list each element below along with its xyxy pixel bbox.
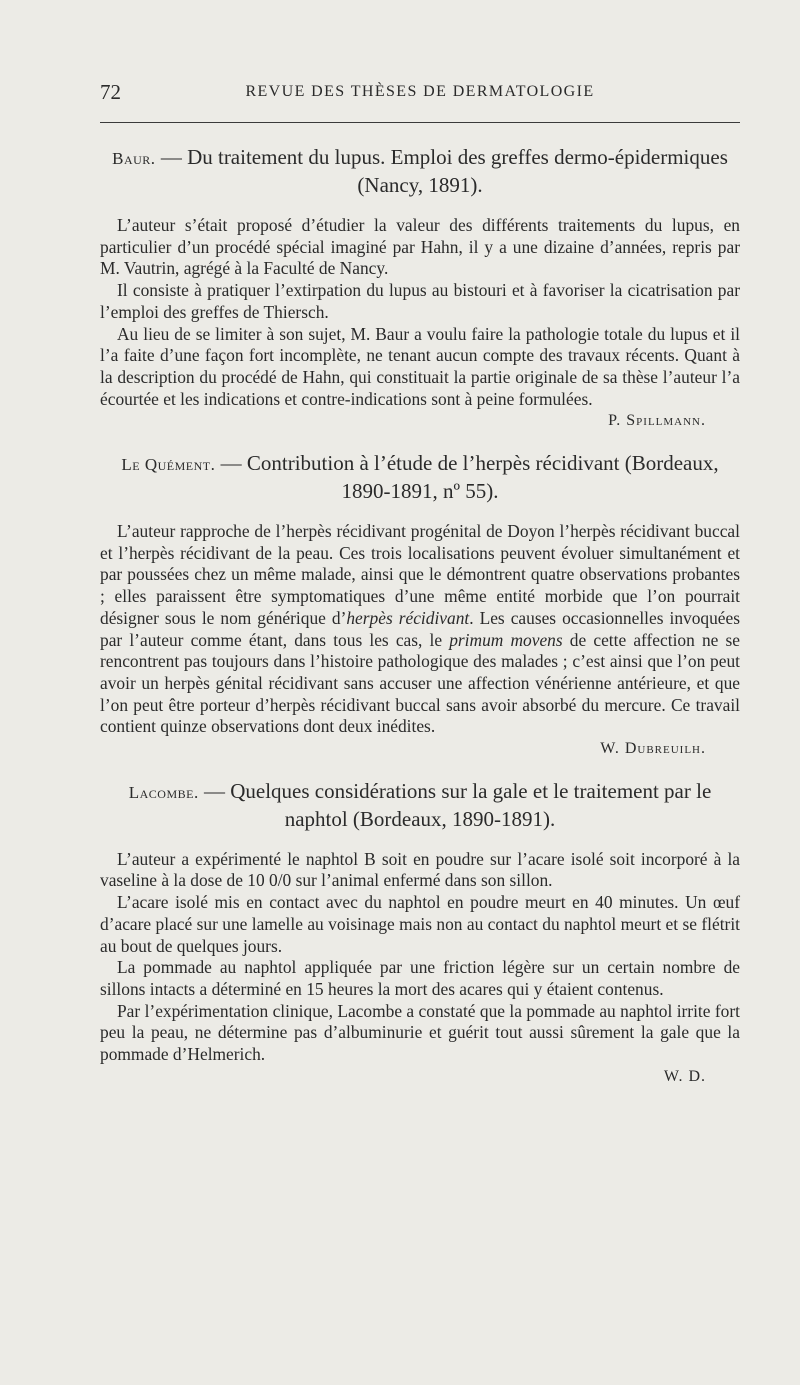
paragraph-text: de cette affection ne se rencontrent pas toujours dans l’histoire pathologique des malades ; c’est ainsi que l’on peut avoir un herpès génital récidivant sans accuser une affection vénérienne antérieure, et que l’on peut être porteur d’herpès récidivant buccal sans avoir absorbé du mercure. Ce travail contient quinze observations dont deux inédites. [100, 629, 740, 737]
article-title [100, 778, 740, 833]
paragraph: La pommade au naphtol appliquée par une friction légère sur un certain nombre de sillons intacts a déterminé en 15 heures la mort des acares qui y étaient contenus. [100, 957, 740, 999]
page-number: 72 [100, 80, 121, 104]
article-title-text: Du traitement du lupus. Emploi des greffes dermo-épidermiques (Nancy, 1891). [187, 145, 728, 197]
page-header [100, 80, 740, 110]
italic-term: primum movens [449, 629, 563, 650]
article-author: Le Quément. [121, 455, 216, 475]
article-lacombe [100, 778, 740, 1088]
reviewer-signature: W. Dubreuilh. [600, 740, 706, 758]
article-title [100, 450, 740, 505]
article-title-text: Quelques considérations sur la gale et le traitement par le naphtol (Bordeaux, 1890-1891). [230, 778, 712, 831]
paragraph: L’auteur a expérimenté le naphtol B soit en poudre sur l’acare isolé soit incorporé à la vaseline à la dose de 10 0/0 sur l’animal enfermé dans son sillon. [100, 848, 740, 891]
title-dash: — [215, 451, 247, 476]
article-author: Lacombe. [128, 782, 199, 802]
article-title-text: Contribution à l’étude de l’herpès récidivant (Bordeaux, 1890-1891, nº 55). [246, 451, 719, 504]
title-dash: — [198, 778, 231, 803]
paragraph: Par l’expérimentation clinique, Lacombe a constaté que la pommade au naphtol irrite fort peu la peau, ne détermine pas d’albuminurie et guérit tout aussi sûrement la gale que la pommade d’Helmerich. [100, 1000, 740, 1065]
page-content [100, 144, 740, 1106]
paragraph: L’auteur s’était proposé d’étudier la valeur des différents traitements du lupus, en particulier d’un procédé spécial imaginé par Hahn, il y a une dizaine d’années, repris par M. Vautrin, agrégé à la Faculté de Nancy. [100, 215, 740, 279]
article-author: Baur. [112, 149, 156, 168]
article-title [100, 144, 740, 199]
paragraph: Il consiste à pratiquer l’extirpation du lupus au bistouri et à favoriser la cicatrisation par l’emploi des greffes de Thiersch. [100, 280, 740, 322]
article-baur [100, 144, 740, 432]
running-title: REVUE DES THÈSES DE DERMATOLOGIE [245, 83, 595, 100]
header-rule [100, 122, 740, 123]
paragraph: L’acare isolé mis en contact avec du naphtol en poudre meurt en 40 minutes. Un œuf d’acare placé sur une lamelle au voisinage mais non au contact du naphtol meurt et se flétrit au bout de quelques jours. [100, 892, 740, 956]
paragraph [100, 521, 740, 738]
paragraph-text: L’auteur rapproche de l’herpès récidivant progénital de Doyon l’herpès récidivant buccal et l’herpès récidivant de la peau. Ces trois localisations peuvent évoluer simultanément et par poussées chez un même malade, ainsi que le démontrent quatre observations probantes ; elles paraissent être symptomatiques d’une même entité morbide que l’on pourrait désigner sous le nom générique d’ [100, 521, 740, 628]
paragraph-text: . Les causes occasionnelles invoquées par l’auteur comme étant, dans tous les cas, le [100, 607, 741, 650]
reviewer-signature: W. D. [663, 1067, 706, 1085]
article-le-quement [100, 450, 740, 760]
reviewer-signature: P. Spillmann. [608, 412, 706, 430]
paragraph: Au lieu de se limiter à son sujet, M. Baur a voulu faire la pathologie totale du lupus et il l’a faite d’une façon fort incomplète, ne tenant aucun compte des travaux récents. Quant à la description du procédé de Hahn, qui constituait la partie originale de sa thèse l’auteur l’a écourtée et les indications et contre-indications sont à peine formulées. [100, 323, 740, 409]
italic-term: herpès récidivant [346, 607, 470, 628]
title-dash: — [155, 145, 188, 169]
